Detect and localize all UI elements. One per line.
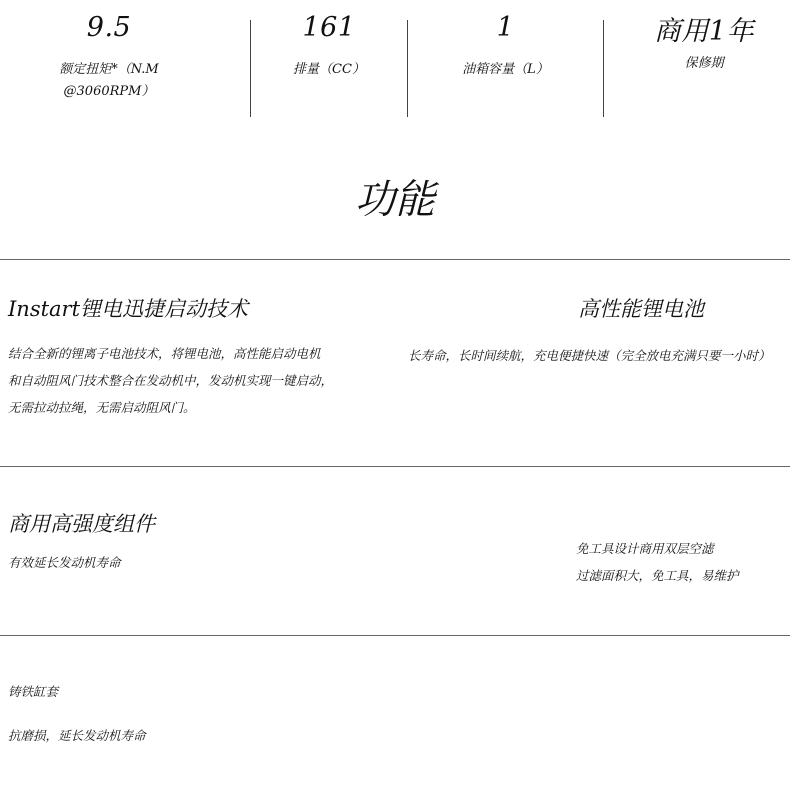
feature-text-instart [8, 340, 333, 421]
feature-text-line: 抗磨损，延长发动机寿命 [8, 728, 146, 743]
spec-displacement-label-line1: 排量（CC） [293, 62, 365, 77]
section-title: 功能 [355, 177, 435, 223]
spec-warranty-label-line1: 保修期 [684, 56, 724, 71]
spec-displacement [251, 0, 407, 120]
spec-warranty [604, 0, 790, 120]
feature-text-line: 免工具设计商用双层空滤 [576, 541, 714, 556]
spec-warranty-label [604, 53, 790, 75]
spec-torque-label [0, 59, 218, 103]
feature-text-line: 有效延长发动机寿命 [8, 555, 121, 570]
divider [0, 466, 790, 467]
divider [0, 635, 790, 636]
feature-text-components [8, 549, 121, 576]
feature-text-cylinder [8, 678, 146, 749]
feature-title-battery: 高性能锂电池 [578, 297, 704, 321]
feature-text-line: 过滤面积大，免工具，易维护 [576, 568, 739, 583]
spec-displacement-value: 161 [302, 12, 356, 43]
spec-torque-value: 9.5 [86, 12, 132, 43]
spec-torque-label-line1: 额定扭矩*（N.M [59, 62, 159, 77]
feature-text-line: 和自动阻风门技术整合在发动机中，发动机实现一键启动， [8, 373, 334, 388]
divider [0, 259, 790, 260]
spec-fuel-tank-label-line1: 油箱容量（L） [462, 62, 549, 77]
spec-fuel-tank-label [408, 59, 603, 81]
spec-fuel-tank-value: 1 [496, 12, 515, 43]
feature-text-line: 长寿命，长时间续航，充电便捷快速（完全放电充满只要一小时） [408, 348, 771, 363]
spec-warranty-value: 商用1年 [653, 16, 755, 47]
feature-text-line: 铸铁缸套 [8, 684, 59, 699]
feature-title-components: 商用高强度组件 [8, 512, 155, 536]
spec-displacement-label [251, 59, 407, 81]
spec-fuel-tank [408, 0, 603, 120]
feature-text-battery [408, 342, 771, 369]
feature-text-line: 无需拉动拉绳，无需启动阻风门。 [8, 400, 196, 415]
feature-text-line: 结合全新的锂离子电池技术，将锂电池，高性能启动电机 [8, 346, 321, 361]
feature-text-air-filter [576, 535, 739, 589]
feature-title-instart: Instart锂电迅捷启动技术 [8, 297, 249, 321]
spec-torque [0, 0, 218, 120]
spec-torque-label-line2: @3060RPM） [63, 84, 155, 99]
